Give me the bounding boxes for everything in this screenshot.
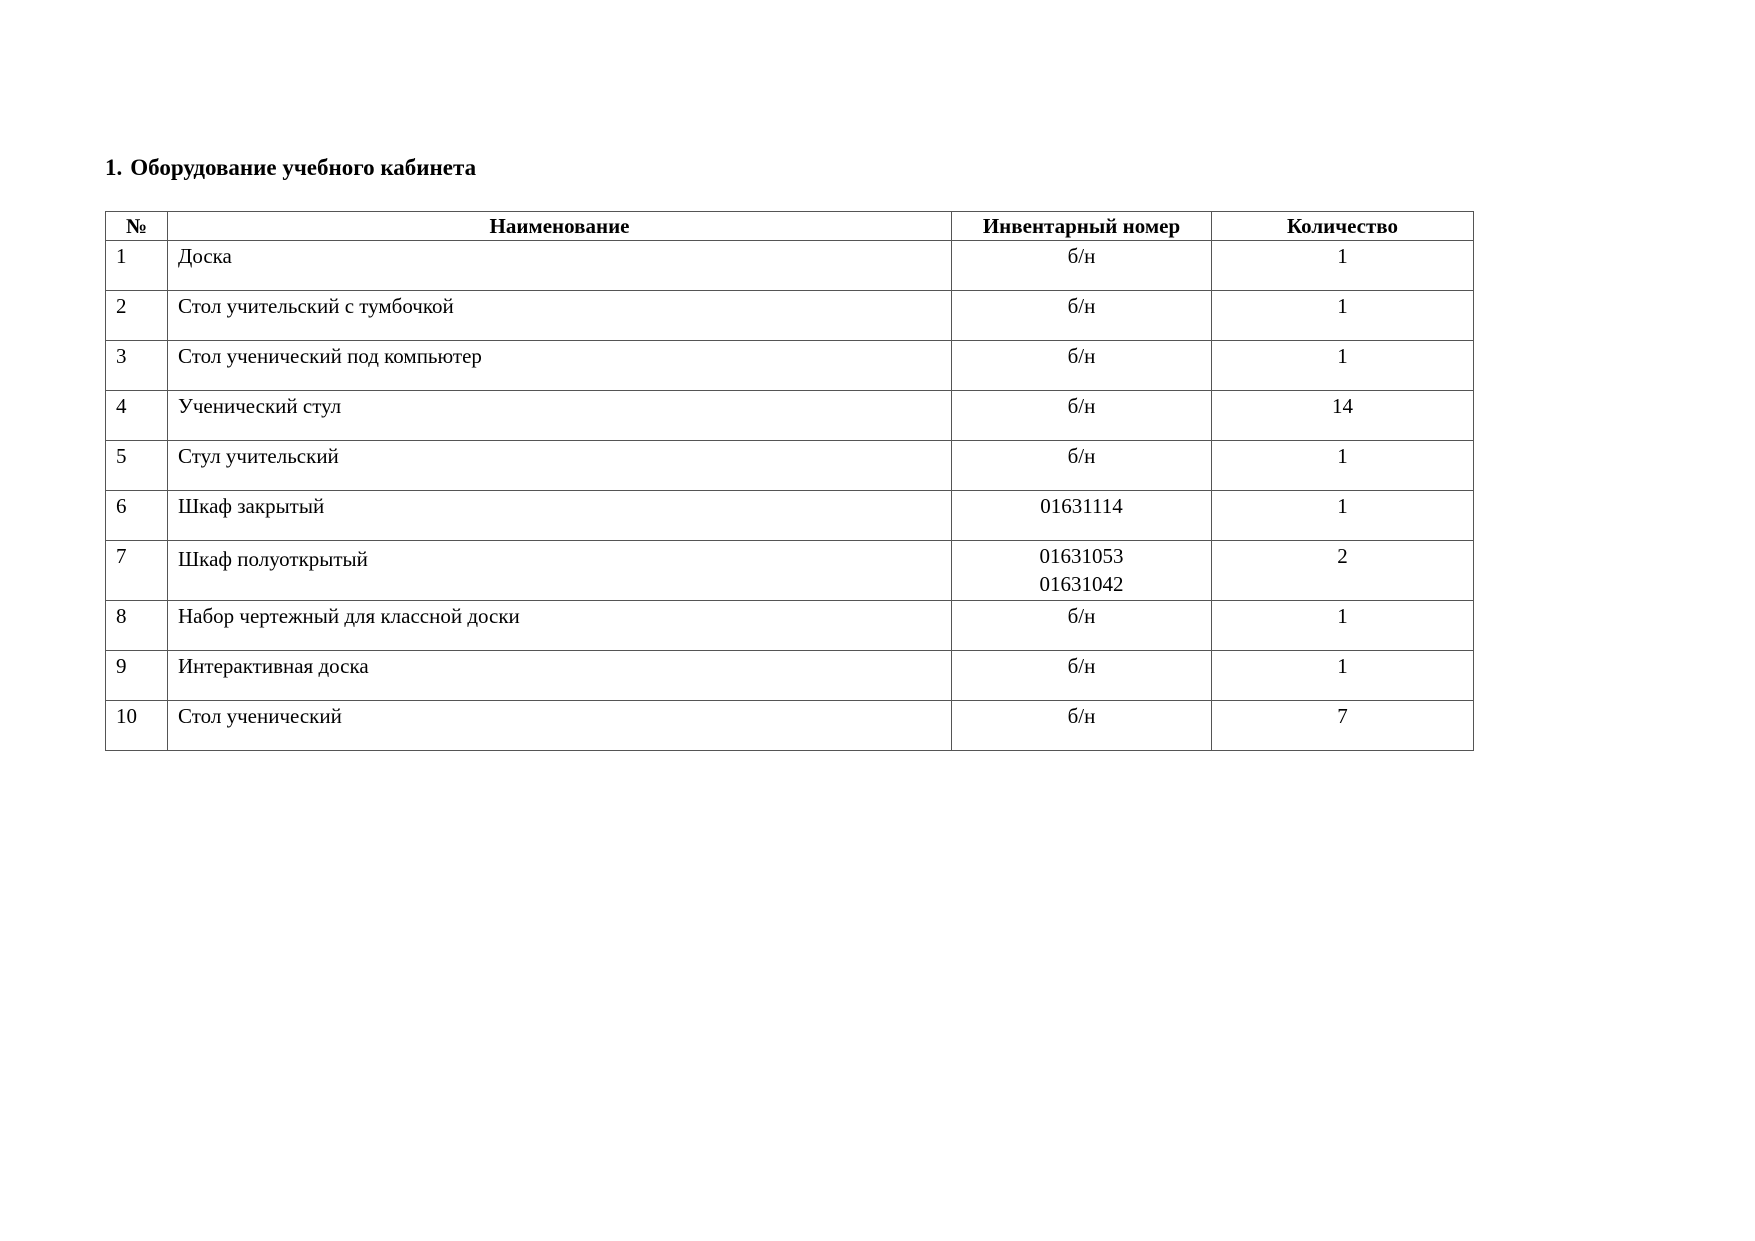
table-header-row [106, 212, 1474, 241]
row-quantity: 1 [1212, 651, 1474, 701]
table-row [106, 541, 1474, 601]
row-name: Стол учительский с тумбочкой [168, 291, 952, 341]
row-name: Интерактивная доска [168, 651, 952, 701]
row-inventory-number [952, 241, 1212, 291]
inventory-number-line: 01631114 [1040, 494, 1123, 518]
row-inventory-number [952, 391, 1212, 441]
table-row [106, 241, 1474, 291]
inventory-number-line: б/н [1067, 654, 1096, 678]
table-row [106, 441, 1474, 491]
inventory-number-line: б/н [1067, 704, 1096, 728]
row-number: 5 [106, 441, 168, 491]
inventory-number-line: б/н [1067, 244, 1096, 268]
row-quantity: 1 [1212, 341, 1474, 391]
row-name: Стол ученический под компьютер [168, 341, 952, 391]
table-row [106, 341, 1474, 391]
row-inventory-number [952, 651, 1212, 701]
row-quantity: 1 [1212, 441, 1474, 491]
section-heading [105, 153, 476, 183]
inventory-number-line: б/н [1067, 604, 1096, 628]
row-number: 10 [106, 701, 168, 751]
table-row [106, 291, 1474, 341]
row-name: Набор чертежный для классной доски [168, 601, 952, 651]
row-number: 3 [106, 341, 168, 391]
row-number: 7 [106, 541, 168, 601]
inventory-number-line: 01631053 [1039, 544, 1124, 568]
row-inventory-number [952, 441, 1212, 491]
inventory-number-line: б/н [1067, 344, 1096, 368]
row-name: Доска [168, 241, 952, 291]
inventory-number-line: б/н [1067, 394, 1096, 418]
equipment-table [105, 211, 1474, 751]
row-quantity: 1 [1212, 291, 1474, 341]
table-row [106, 491, 1474, 541]
inventory-number-line: б/н [1067, 444, 1096, 468]
section-number: 1. [105, 155, 123, 180]
row-number: 9 [106, 651, 168, 701]
table-row [106, 601, 1474, 651]
table-row [106, 391, 1474, 441]
header-num: № [106, 212, 168, 241]
section-title: Оборудование учебного кабинета [130, 155, 477, 180]
header-quantity: Количество [1212, 212, 1474, 241]
table-body [106, 241, 1474, 751]
inventory-number-line: б/н [1067, 294, 1096, 318]
row-number: 2 [106, 291, 168, 341]
row-inventory-number [952, 701, 1212, 751]
row-name: Шкаф полуоткрытый [168, 541, 952, 601]
row-number: 6 [106, 491, 168, 541]
row-quantity: 14 [1212, 391, 1474, 441]
row-name: Стол ученический [168, 701, 952, 751]
header-inventory: Инвентарный номер [952, 212, 1212, 241]
row-name: Шкаф закрытый [168, 491, 952, 541]
table-row [106, 651, 1474, 701]
row-number: 4 [106, 391, 168, 441]
row-inventory-number [952, 491, 1212, 541]
row-number: 8 [106, 601, 168, 651]
row-name: Стул учительский [168, 441, 952, 491]
row-inventory-number [952, 341, 1212, 391]
row-quantity: 7 [1212, 701, 1474, 751]
row-name: Ученический стул [168, 391, 952, 441]
inventory-number-line: 01631042 [1039, 572, 1124, 596]
table-row [106, 701, 1474, 751]
row-quantity: 2 [1212, 541, 1474, 601]
row-number: 1 [106, 241, 168, 291]
row-inventory-number [952, 601, 1212, 651]
row-inventory-number [952, 541, 1212, 601]
row-quantity: 1 [1212, 491, 1474, 541]
row-quantity: 1 [1212, 241, 1474, 291]
header-name: Наименование [168, 212, 952, 241]
row-quantity: 1 [1212, 601, 1474, 651]
row-inventory-number [952, 291, 1212, 341]
